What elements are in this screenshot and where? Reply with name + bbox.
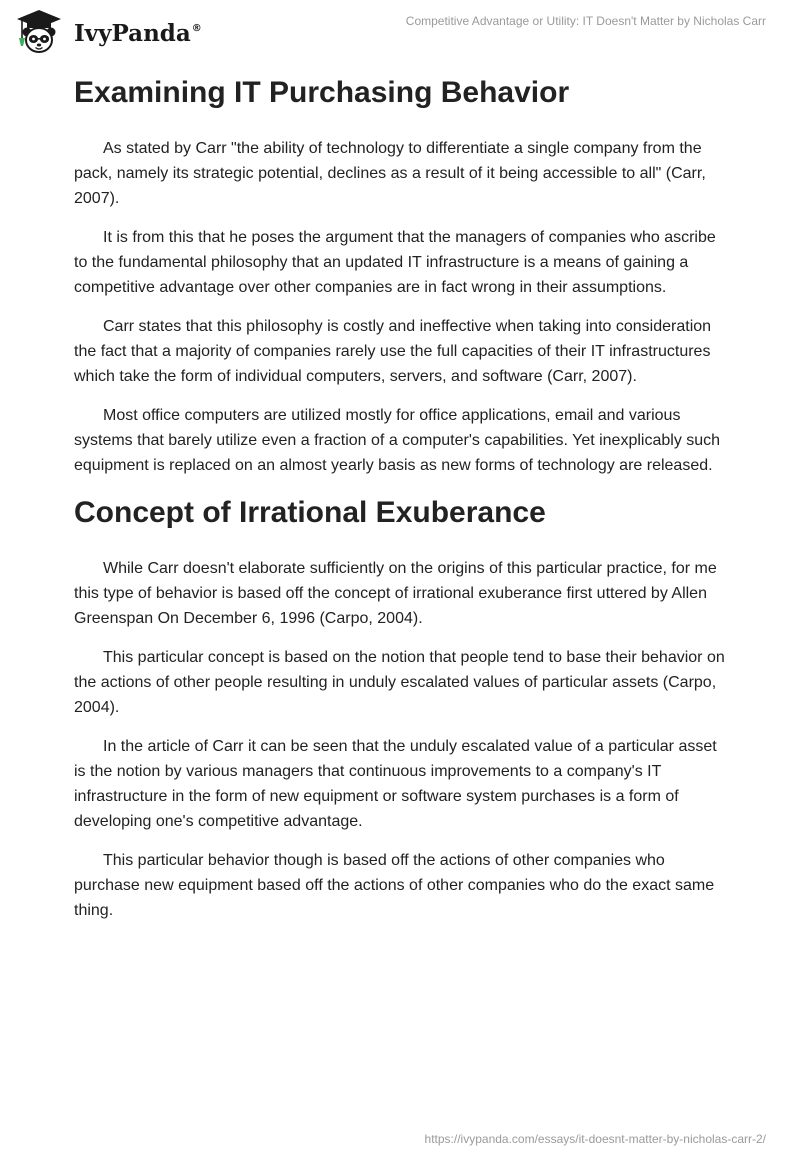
registered-mark: ® — [191, 22, 202, 34]
paragraph: While Carr doesn't elaborate sufficiently on the origins of this particular practice, for me this type of behavior is based off the concept of irrational exuberance first uttered by Allen Greenspan On December 6, 1996 (Carpo, 2004). — [74, 560, 717, 627]
paragraph: This particular behavior though is based off the actions of other companies who purchase new equipment based off the actions of other companies who do the exact same thing. — [74, 852, 715, 919]
section-it-purchasing-behavior — [74, 73, 730, 478]
document-title: Competitive Advantage or Utility: IT Doesn't Matter by Nicholas Carr — [405, 14, 766, 28]
section-heading: Examining IT Purchasing Behavior — [74, 76, 570, 109]
source-url-link[interactable]: https://ivypanda.com/essays/it-doesnt-matter-by-nicholas-carr-2/ — [424, 1132, 766, 1146]
brand-name: IvyPanda® — [74, 19, 202, 47]
essay-content — [74, 70, 730, 937]
paragraph: Carr states that this philosophy is costly and ineffective when taking into consideration the fact that a majority of companies rarely use the full capacities of their IT infrastructures which take the form of individual computers, servers, and software (Carr, 2007). — [74, 318, 712, 385]
paragraph: This particular concept is based on the notion that people tend to base their behavior on the actions of other people resulting in unduly escalated values of particular assets (Carpo, 2004). — [74, 649, 725, 716]
section-irrational-exuberance — [74, 493, 730, 923]
paragraph: It is from this that he poses the argument that the managers of companies who ascribe to the fundamental philosophy that an updated IT infrastructure is a means of gaining a competitive advantage over other companies are in fact wrong in their assumptions. — [74, 229, 716, 296]
section-heading: Concept of Irrational Exuberance — [74, 496, 546, 529]
paragraph: As stated by Carr "the ability of technology to differentiate a single company from the pack, namely its strategic potential, declines as a result of it being accessible to all" (Carr, 2007). — [74, 140, 706, 207]
panda-graduate-logo-icon — [14, 8, 64, 56]
ivypanda-logo[interactable] — [14, 8, 202, 56]
paragraph: In the article of Carr it can be seen that the unduly escalated value of a particular asset is the notion by various managers that continuous improvements to a company's IT infrastructure in the form of new equipment or software system purchases is a form of developing one's competitive advantage. — [74, 738, 717, 830]
paragraph: Most office computers are utilized mostly for office applications, email and various systems that barely utilize even a fraction of a computer's capabilities. Yet inexplicably such equipment is replaced on an almost yearly basis as new forms of technology are released. — [74, 407, 721, 474]
page-header — [0, 0, 800, 64]
